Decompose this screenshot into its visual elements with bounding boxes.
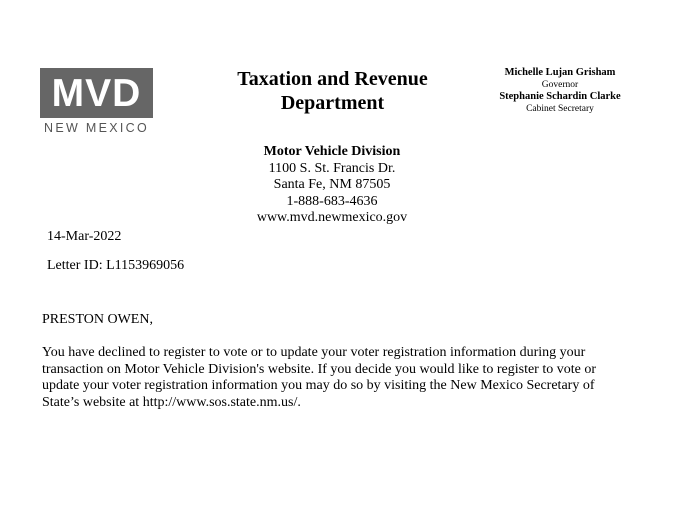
secretary-name: Stephanie Schardin Clarke bbox=[499, 91, 621, 102]
division-address-line1: 1100 S. St. Francis Dr. bbox=[268, 160, 396, 176]
mvd-logo bbox=[40, 68, 153, 135]
division-name: Motor Vehicle Division bbox=[263, 144, 401, 159]
division-address-line2: Santa Fe, NM 87505 bbox=[273, 177, 391, 192]
letter-date: 14-Mar-2022 bbox=[47, 229, 122, 244]
letter-id: Letter ID: L1153969056 bbox=[47, 258, 185, 273]
officials-block bbox=[480, 67, 640, 115]
department-title-line2: Department bbox=[280, 92, 385, 114]
governor-name: Michelle Lujan Grisham bbox=[504, 67, 616, 78]
division-block bbox=[210, 144, 454, 227]
division-website: www.mvd.newmexico.gov bbox=[256, 210, 408, 225]
department-title bbox=[205, 67, 460, 115]
logo-mark-text: MVD bbox=[51, 71, 142, 115]
letter-body: You have declined to register to vote or to update your voter registration information during your transaction on Motor Vehicle Division's website. If you decide you would like to register to vote or update your voter registration information you may do so by visiting the New Mexico Secretary of State’s website at http://www.sos.state.nm.us/. bbox=[42, 345, 596, 410]
logo-subtitle: NEW MEXICO bbox=[44, 121, 149, 135]
secretary-title: Cabinet Secretary bbox=[526, 104, 594, 114]
division-phone: 1-888-683-4636 bbox=[286, 193, 378, 209]
recipient-salutation: PRESTON OWEN, bbox=[42, 312, 153, 327]
logo-mark-box bbox=[40, 68, 153, 118]
governor-title: Governor bbox=[541, 80, 579, 90]
department-title-line1: Taxation and Revenue bbox=[237, 68, 428, 90]
